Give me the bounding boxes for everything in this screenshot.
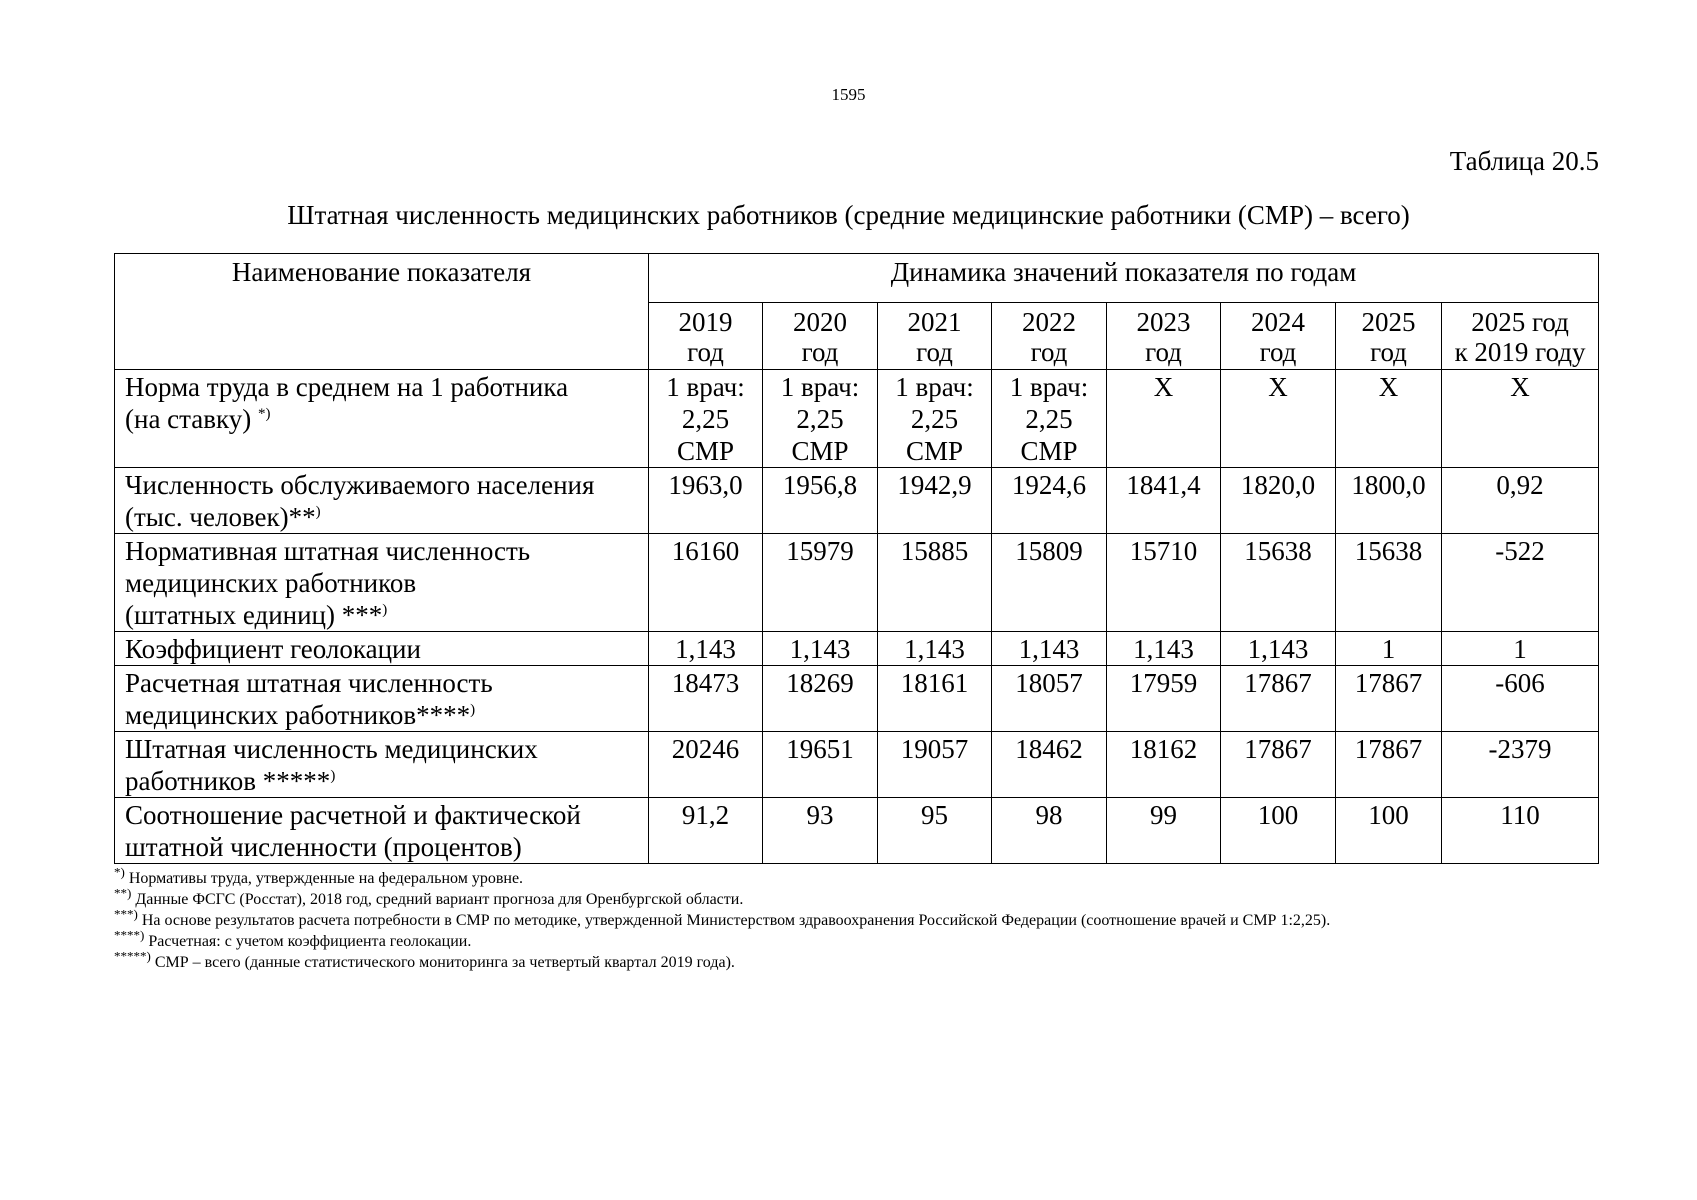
value-cell	[763, 732, 878, 798]
value-cell	[649, 798, 763, 864]
year-header	[1221, 303, 1336, 370]
value-line: 1,143	[904, 634, 965, 664]
indicator-name	[115, 632, 649, 666]
year-header-bottom: год	[801, 337, 839, 367]
year-header-bottom: год	[1370, 337, 1407, 367]
value-line: 1924,6	[1011, 470, 1087, 500]
value-line: 1	[1513, 634, 1527, 664]
value-cell	[878, 632, 992, 666]
year-header-bottom: год	[916, 337, 953, 367]
value-line: 1 врач:	[1009, 372, 1089, 402]
footnote-mark: )	[470, 702, 476, 718]
value-line: 2,25	[796, 404, 844, 434]
year-header-top: 2019	[678, 307, 733, 337]
value-line: 0,92	[1496, 470, 1544, 500]
header-dynamics: Динамика значений показателя по годам	[649, 254, 1599, 303]
value-cell	[878, 370, 992, 468]
indicator-name-line: медицинских работников	[125, 568, 417, 598]
footnote-marker: *****)	[114, 948, 151, 964]
year-header-top: 2024	[1251, 307, 1305, 337]
value-line: 17959	[1129, 668, 1198, 698]
value-cell	[992, 798, 1107, 864]
value-cell	[1336, 632, 1442, 666]
value-line: 95	[921, 800, 948, 830]
value-line: 1800,0	[1351, 470, 1426, 500]
value-cell	[992, 632, 1107, 666]
value-line: 17867	[1244, 668, 1312, 698]
value-cell	[1442, 468, 1599, 534]
value-cell	[1221, 632, 1336, 666]
value-cell	[649, 370, 763, 468]
value-line: 18057	[1015, 668, 1083, 698]
footnote-marker: ***)	[114, 906, 138, 922]
value-cell	[878, 468, 992, 534]
value-line: 15809	[1015, 536, 1083, 566]
year-header-bottom: год	[1030, 337, 1068, 367]
value-line: 1	[1381, 634, 1396, 664]
table-row	[115, 370, 1599, 468]
value-cell	[1336, 534, 1442, 632]
indicator-name	[115, 468, 649, 534]
value-line: 15979	[786, 536, 854, 566]
value-line: СМР	[791, 436, 849, 466]
value-cell	[1336, 666, 1442, 732]
value-line: 18162	[1129, 734, 1198, 764]
value-cell	[1442, 798, 1599, 864]
year-header-bottom: к 2019 году	[1454, 337, 1586, 367]
year-header-top: 2025	[1361, 307, 1416, 337]
value-line: Х	[1268, 372, 1288, 402]
value-line: 16160	[671, 536, 740, 566]
value-line: 91,2	[681, 800, 730, 830]
value-line: 1,143	[1133, 634, 1194, 664]
footnote	[114, 948, 1614, 973]
footnote-marker: *)	[114, 864, 125, 880]
value-cell	[878, 732, 992, 798]
value-cell	[763, 370, 878, 468]
value-cell	[992, 534, 1107, 632]
year-header	[1107, 303, 1221, 370]
value-cell	[1336, 468, 1442, 534]
value-line: 19651	[786, 734, 854, 764]
indicator-name-line: Расчетная штатная численность	[125, 668, 493, 698]
value-line: 1820,0	[1240, 470, 1316, 500]
value-line: 17867	[1354, 668, 1423, 698]
year-header	[1442, 303, 1599, 370]
value-line: 15638	[1354, 536, 1423, 566]
footnote-mark: )	[330, 768, 336, 784]
value-line: 17867	[1354, 734, 1423, 764]
year-header-top: 2023	[1136, 307, 1191, 337]
value-line: 110	[1500, 800, 1540, 830]
value-cell	[649, 468, 763, 534]
value-cell	[1107, 370, 1221, 468]
value-line: 1963,0	[668, 470, 743, 500]
value-line: 1,143	[1247, 634, 1309, 664]
year-header-bottom: год	[687, 337, 724, 367]
value-cell	[1442, 632, 1599, 666]
footnote	[114, 864, 1614, 889]
value-cell	[763, 468, 878, 534]
footnote	[114, 906, 1614, 931]
value-cell	[1107, 798, 1221, 864]
table-row	[115, 534, 1599, 632]
value-cell	[1221, 798, 1336, 864]
value-line: 1,143	[675, 634, 736, 664]
value-line: 100	[1368, 800, 1409, 830]
table-row	[115, 666, 1599, 732]
value-cell	[1107, 468, 1221, 534]
value-line: -522	[1495, 536, 1545, 566]
value-cell	[992, 468, 1107, 534]
value-cell	[878, 666, 992, 732]
table-title: Штатная численность медицинских работников (средние медицинские работники (СМР) – всего)	[287, 200, 1410, 230]
value-line: 18161	[900, 668, 969, 698]
footnote-text: СМР – всего (данные статистического мониторинга за четвертый квартал 2019 года).	[150, 954, 735, 971]
year-header	[992, 303, 1107, 370]
value-cell	[649, 666, 763, 732]
footnote	[114, 885, 1614, 910]
value-cell	[992, 732, 1107, 798]
value-line: 18462	[1015, 734, 1083, 764]
indicator-name	[115, 534, 649, 632]
footnote-text: Данные ФСГС (Росстат), 2018 год, средний вариант прогноза для Оренбургской области.	[131, 891, 744, 908]
footnote-marker: ****)	[114, 927, 145, 943]
year-header-top: 2022	[1022, 307, 1076, 337]
value-line: 17867	[1244, 734, 1312, 764]
year-header-top: 2021	[907, 307, 962, 337]
year-header	[1336, 303, 1442, 370]
value-line: 18473	[671, 668, 740, 698]
value-line: 2,25	[910, 404, 959, 434]
value-cell	[1442, 534, 1599, 632]
footnote-mark: *)	[258, 406, 271, 422]
value-line: Х	[1510, 372, 1530, 402]
value-cell	[649, 534, 763, 632]
value-line: 1942,9	[897, 470, 972, 500]
value-cell	[763, 632, 878, 666]
indicator-name-line: Коэффициент геолокации	[125, 634, 421, 664]
year-header-bottom: год	[1145, 337, 1182, 367]
header-indicator-name: Наименование показателя	[115, 254, 649, 370]
value-line: 18269	[786, 668, 854, 698]
value-line: 93	[806, 800, 834, 830]
value-cell	[1107, 666, 1221, 732]
value-cell	[878, 798, 992, 864]
value-cell	[1336, 798, 1442, 864]
footnote	[114, 927, 1614, 952]
footnote-text: Нормативы труда, утвержденные на федеральном уровне.	[124, 870, 524, 887]
value-line: 1 врач:	[780, 372, 860, 402]
value-line: СМР	[1020, 436, 1078, 466]
year-header-bottom: год	[1259, 337, 1297, 367]
value-cell	[1107, 632, 1221, 666]
value-cell	[1336, 732, 1442, 798]
value-cell	[763, 534, 878, 632]
table-label: Таблица 20.5	[1449, 146, 1599, 176]
staffing-table	[114, 253, 1599, 864]
value-line: 2,25	[681, 404, 730, 434]
value-cell	[1442, 370, 1599, 468]
table-row	[115, 468, 1599, 534]
value-line: 1 врач:	[895, 372, 974, 402]
value-cell	[763, 798, 878, 864]
indicator-name-line: (на ставку) *)	[125, 404, 271, 434]
value-line: Х	[1153, 372, 1174, 402]
value-line: 99	[1150, 800, 1177, 830]
value-cell	[1221, 666, 1336, 732]
indicator-name	[115, 370, 649, 468]
value-cell	[1442, 666, 1599, 732]
value-cell	[992, 666, 1107, 732]
value-line: -606	[1495, 668, 1545, 698]
value-cell	[1221, 370, 1336, 468]
value-line: 15710	[1129, 536, 1198, 566]
indicator-name-line: медицинских работников****)	[125, 700, 476, 730]
footnote-mark: )	[315, 504, 321, 520]
indicator-name-line: Штатная численность медицинских	[125, 734, 538, 764]
value-line: 2,25	[1025, 404, 1073, 434]
indicator-name-line: (тыс. человек)**)	[125, 502, 321, 532]
value-cell	[763, 666, 878, 732]
indicator-name-line: штатной численности (процентов)	[125, 832, 522, 862]
value-line: 1841,4	[1126, 470, 1201, 500]
value-cell	[1221, 468, 1336, 534]
value-cell	[649, 632, 763, 666]
value-line: 1,143	[1018, 634, 1080, 664]
year-header	[878, 303, 992, 370]
year-header	[763, 303, 878, 370]
indicator-name	[115, 798, 649, 864]
indicator-name-line: работников *****)	[125, 766, 336, 796]
value-cell	[992, 370, 1107, 468]
value-cell	[1336, 370, 1442, 468]
value-cell	[1107, 534, 1221, 632]
year-header-top: 2025 год	[1471, 307, 1569, 337]
year-header	[649, 303, 763, 370]
footnote-text: Расчетная: с учетом коэффициента геолокации.	[144, 933, 472, 950]
value-line: 1 врач:	[666, 372, 745, 402]
indicator-name	[115, 666, 649, 732]
footnote-mark: )	[382, 602, 388, 618]
table-row	[115, 798, 1599, 864]
footnote-marker: **)	[114, 885, 132, 901]
indicator-name-line: (штатных единиц) ***)	[125, 600, 388, 630]
value-line: Х	[1378, 372, 1399, 402]
value-line: 15638	[1244, 536, 1312, 566]
indicator-name-line: Соотношение расчетной и фактической	[125, 800, 581, 830]
value-cell	[1107, 732, 1221, 798]
value-line: 20246	[671, 734, 740, 764]
value-line: СМР	[905, 436, 964, 466]
value-cell	[649, 732, 763, 798]
value-line: 15885	[900, 536, 969, 566]
indicator-name-line: Нормативная штатная численность	[125, 536, 531, 566]
value-line: 1956,8	[782, 470, 858, 500]
page-number: 1595	[831, 85, 866, 104]
indicator-name	[115, 732, 649, 798]
value-line: СМР	[676, 436, 735, 466]
value-line: 100	[1257, 800, 1299, 830]
value-line: 1,143	[789, 634, 851, 664]
indicator-name-line: Норма труда в среднем на 1 работника	[125, 372, 569, 402]
value-cell	[1221, 732, 1336, 798]
value-line: 19057	[900, 734, 969, 764]
value-line: 98	[1035, 800, 1063, 830]
table-row	[115, 632, 1599, 666]
footnote-text: На основе результатов расчета потребности в СМР по методике, утвержденной Министерством здравоохранения Российской Федерации (соотношение врачей и СМР 1:2,25).	[137, 912, 1331, 929]
value-cell	[1442, 732, 1599, 798]
indicator-name-line: Численность обслуживаемого населения	[125, 470, 595, 500]
value-line: -2379	[1488, 734, 1552, 764]
footnotes	[114, 864, 1614, 973]
value-cell	[1221, 534, 1336, 632]
year-header-top: 2020	[793, 307, 847, 337]
value-cell	[878, 534, 992, 632]
table-row	[115, 732, 1599, 798]
